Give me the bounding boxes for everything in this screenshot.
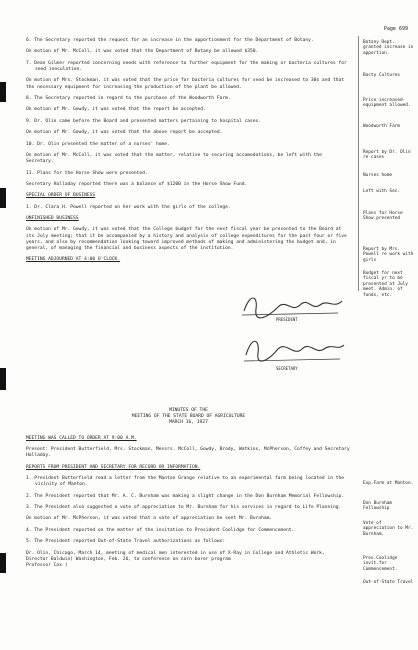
minute-item: 8. The Secretary reported in regard to the purchase of the Woodworth Farm. bbox=[26, 95, 231, 101]
minute-item: 11. Plans for the Horse Show were presented. bbox=[26, 170, 148, 176]
minute-item: 7. Dean Gilmer reported concerning needs with reference to further equipment for the making or bacteria cultures for seed inoculation. bbox=[26, 60, 347, 72]
secretary-label: SECRETARY bbox=[276, 366, 298, 371]
minute-item: 4. The President reported on the matter of the invitation to President Coolidge for Commencement. bbox=[26, 527, 295, 533]
margin-note: Bacty Cultures bbox=[363, 73, 401, 78]
margin-note: Exp.Farm at Manton. bbox=[363, 481, 414, 486]
binder-hole-mark bbox=[0, 188, 6, 208]
top-section bbox=[26, 38, 351, 269]
minute-item: On motion of Mr. Gowdy, it was voted that the report be accepted. bbox=[26, 107, 206, 113]
minute-item: 2. The President reported that Mr. A. C. Burnham was making a slight change in the Don Burnham Memorial Fellowship. bbox=[26, 493, 345, 499]
minute-item: 1. President Butterfield read a letter from the Manton Grange relative to an experimental farm being located in the vicinity of Manton. bbox=[26, 475, 345, 488]
margin-note: Report by Dr. Olin re cases bbox=[363, 150, 411, 161]
travel-entry: Dr. Olin, Chicago, March 14, meeting of medical men interested in use of X-Ray in College and Athletic Work. bbox=[26, 550, 325, 556]
minutes-section bbox=[26, 408, 351, 569]
reports-heading: REPORTS FROM PRESIDENT AND SECRETARY FOR RECORD OR INFORMATION. bbox=[26, 464, 201, 470]
minute-item: 3. The President also suggested a vote of appreciation to Mr. Burnham for his services in regard to Life Planning. bbox=[26, 504, 342, 510]
margin-note: Botany Dept. granted increase in apportion. bbox=[363, 40, 414, 56]
present-list: Present: President Butterfield, Mrs. Stockman, Messrs. McColl, Gowdy, Brody, Watkins, McPherson, Coffey and Secretary Halladay. bbox=[26, 447, 350, 459]
minute-item: On motion of Mr. McColl, it was voted that the Department of Botany be allowed $350. bbox=[26, 49, 259, 55]
special-order-item: 1. Dr. Clara H. Powell reported on her work with the girls of the college. bbox=[26, 204, 231, 210]
minutes-title-line: MINUTES OF THE bbox=[169, 408, 208, 413]
special-order-heading: SPECIAL ORDER OF BUSINESS bbox=[26, 193, 96, 199]
margin-note: Price increased-equipment allowed. bbox=[363, 98, 411, 109]
margin-note: Pres.Coolidge invit.for Commencement. bbox=[363, 556, 398, 572]
adjourned-line: MEETING ADJOURNED AT 4:00 O'CLOCK. bbox=[26, 257, 121, 263]
binder-hole-mark bbox=[0, 82, 6, 102]
minute-item: Secretary Halladay reported there was a balance of $1200 in the Horse Show Fund. bbox=[26, 181, 248, 187]
minutes-title-line: MARCH 16, 1927 bbox=[169, 420, 208, 426]
minute-item: 10. Dr. Olin presented the matter of a nurses' home. bbox=[26, 141, 170, 147]
margin-note: Nurses home bbox=[363, 173, 393, 178]
margin-rule bbox=[358, 36, 359, 291]
minute-item: On motion of Mr. Gowdy, it was voted that the above report be accepted. bbox=[26, 130, 223, 136]
page-number: Page 699 bbox=[383, 26, 408, 32]
minute-item: On motion of Mr. McColl, it was voted that the matter, relative to securing accomodations, be left with the Secretary. bbox=[26, 152, 322, 165]
margin-note: Plans for Horse Show presented bbox=[363, 211, 403, 222]
unfinished-text: On motion of Mr. Gowdy, it was voted that the College budget for the next fiscal year be presented to the Board at its July meeting; that it be accompanied by a history and analysis of college expenditures for the past four or five years, and also by recommendation looking toward improved methods of making and administering the budget and, in general, of managing the financial and business aspects of the institution. bbox=[26, 227, 347, 252]
binder-hole-mark bbox=[0, 368, 6, 390]
secretary-signature bbox=[246, 341, 344, 361]
minute-item: 9. Dr. Olin came before the Board and presented matters pertaining to hospital cases. bbox=[26, 118, 262, 124]
minute-item: On motion of Mrs. Stockman, it was voted that the price for bacteria cultures for seed be increased to 30¢ and that the necessary equipment for increasing the production of the plant be allowed. bbox=[26, 78, 345, 90]
minute-item: 6. The Secretary reported the request for an increase in the apportionment for the Department of Botany. bbox=[26, 38, 314, 43]
travel-entry: Professor Cox ) bbox=[26, 562, 68, 568]
minutes-title-line: MEETING OF THE STATE BOARD OF AGRICULTURE bbox=[131, 414, 246, 420]
unfinished-heading: UNFINISHED BUSINESS bbox=[26, 216, 79, 222]
president-label: PRESIDENT bbox=[276, 317, 298, 322]
margin-note: Woodworth Farm bbox=[363, 124, 401, 129]
margin-note: Left with Sec. bbox=[363, 189, 401, 194]
margin-note: Report by Mrs. Powell re work with girls bbox=[363, 247, 414, 263]
travel-entry: Director Baldwin) Washington, Feb. 26, to conference on corn borer program bbox=[26, 556, 231, 562]
margin-note: Budget for next fiscal yr to be presented at July meet. Admin. of funds, etc. bbox=[363, 271, 408, 298]
minute-item: 5. The President reported Out-of-State Travel authorizations as follows: bbox=[26, 539, 226, 545]
minutes-title bbox=[26, 408, 351, 427]
margin-note: Don Burnham Fellowship bbox=[363, 501, 393, 512]
margin-note: Vote of appreciation to Mr. Burnham. bbox=[363, 521, 414, 537]
binder-hole-mark bbox=[0, 553, 6, 573]
margin-note: Out-of-State Travel bbox=[363, 580, 414, 585]
called-to-order: MEETING WAS CALLED TO ORDER AT 9:00 A.M. bbox=[26, 435, 137, 441]
minute-item: On motion of Mr. McPherson, it was voted that a vote of appreciation be sent Mr. Burnham. bbox=[26, 516, 273, 522]
